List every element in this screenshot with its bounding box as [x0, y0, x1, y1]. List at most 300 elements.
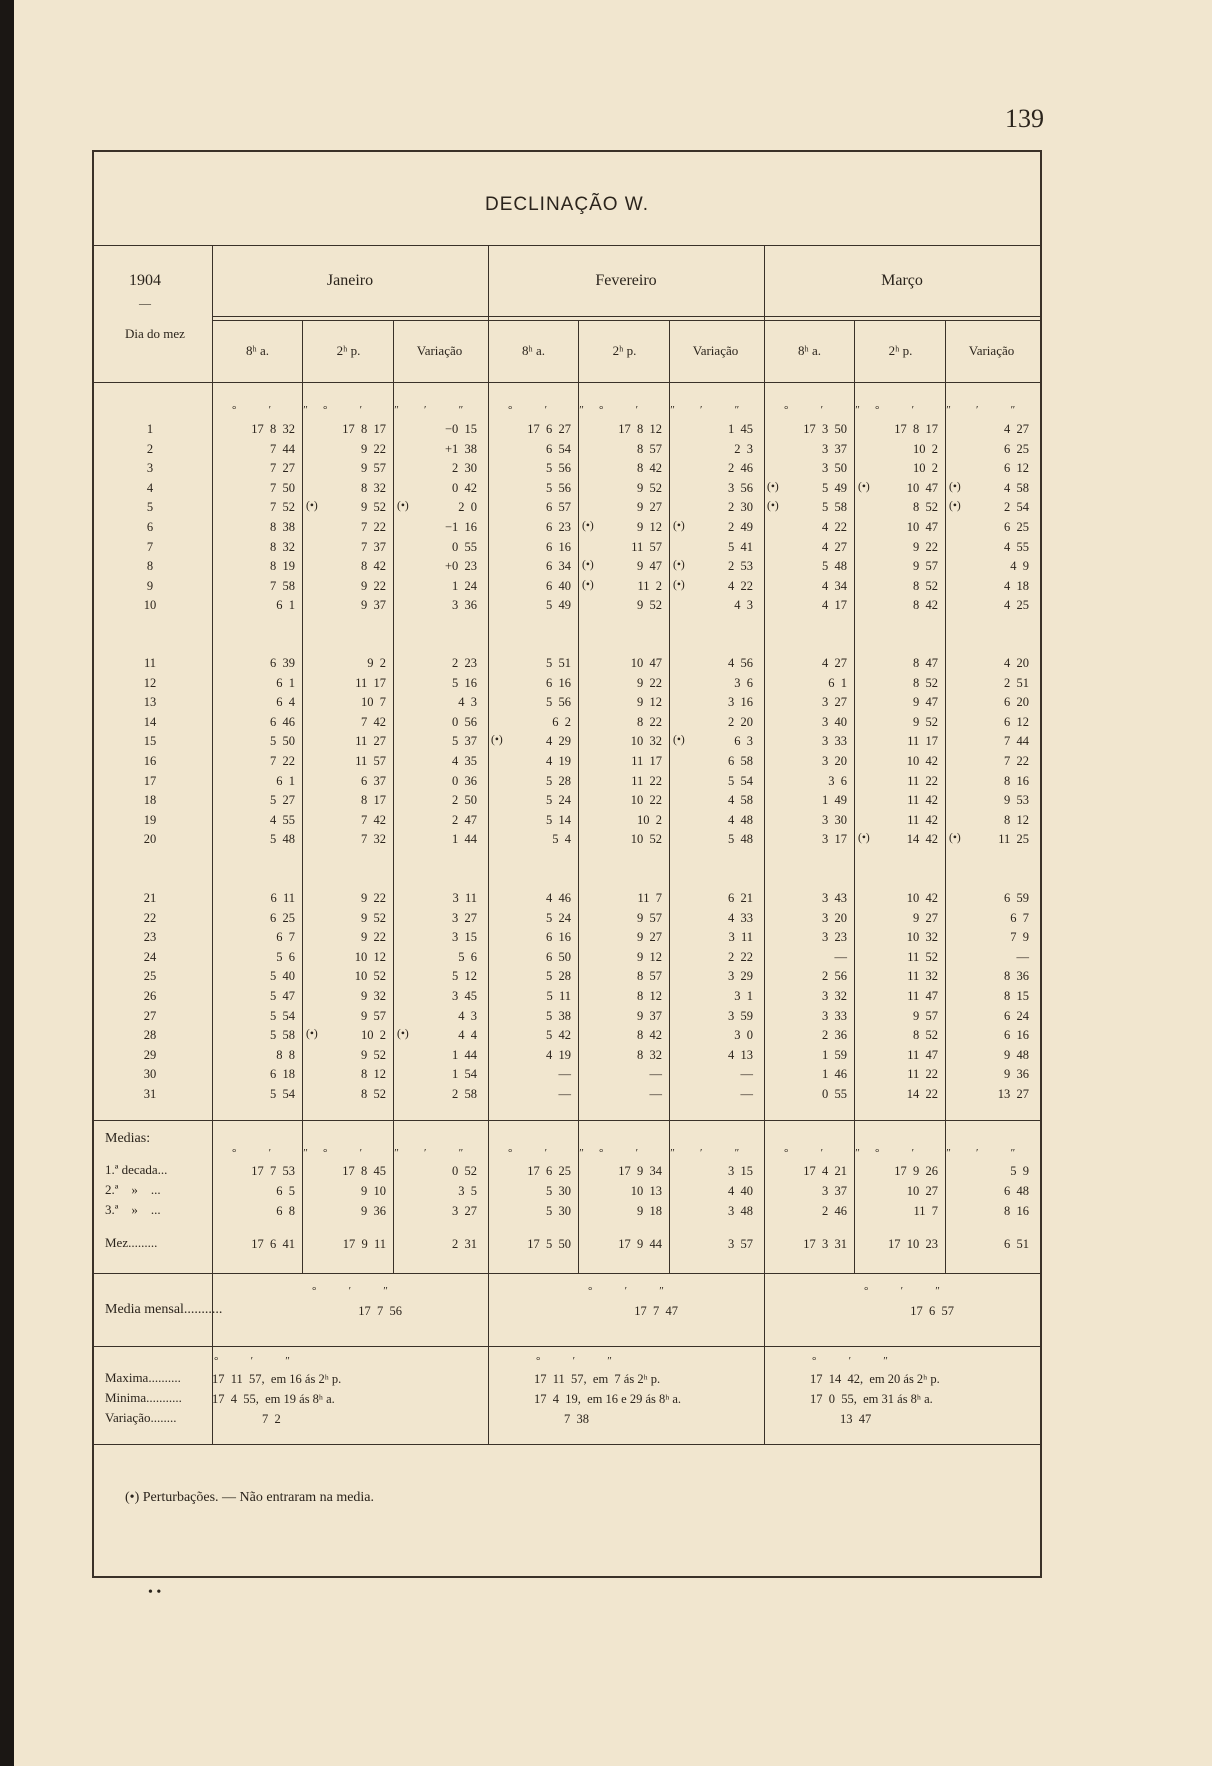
cell-fevereiro-8h: 6 16	[546, 930, 571, 945]
cell-janeiro-8h: 5 50	[270, 734, 295, 749]
cell-fevereiro-8h: 6 16	[546, 539, 571, 554]
cell-fevereiro-var: 2 46	[728, 461, 753, 476]
perturbation-mark: (•)	[858, 832, 870, 845]
day-number: 28	[143, 1028, 157, 1043]
decade-1-fevereiro: 17 9 34	[618, 1164, 662, 1178]
cell-fevereiro-var: 3 59	[728, 1008, 753, 1023]
cell-janeiro-8h: 7 52	[270, 500, 295, 515]
unit-mark-mensal: ° ′ ″	[312, 1285, 394, 1297]
mez-janeiro: 2 31	[452, 1237, 477, 1251]
cell-janeiro-8h: 7 58	[270, 578, 295, 593]
cell-janeiro-var: 2 23	[452, 656, 477, 670]
cell-marco-var: 6 25	[1004, 441, 1029, 456]
cell-marco-2h: 10 2	[913, 441, 938, 456]
cell-marco-8h: 4 27	[822, 539, 847, 554]
perturbation-mark: (•)	[582, 520, 594, 532]
medias-label: Medias:	[105, 1131, 151, 1146]
maxima-janeiro: 17 11 57, em 16 ás 2ʰ p.	[212, 1372, 342, 1386]
day-number: 24	[143, 949, 157, 964]
cell-janeiro-var: 0 36	[452, 773, 477, 788]
media-mensal-fevereiro: 17 7 47	[634, 1304, 678, 1318]
cell-fevereiro-2h: 11 17	[631, 754, 662, 768]
cell-fevereiro-var: —	[740, 1087, 753, 1101]
cell-marco-var: 4 27	[1004, 422, 1029, 436]
cell-marco-var: 9 36	[1004, 1067, 1029, 1082]
cell-janeiro-var: 2 50	[452, 793, 477, 808]
cell-janeiro-var: 4 35	[452, 754, 477, 768]
cell-fevereiro-8h: 5 56	[546, 480, 571, 495]
day-number: 25	[143, 969, 157, 984]
cell-marco-8h: 3 20	[822, 754, 847, 768]
decade-2-janeiro: 3 5	[458, 1184, 477, 1198]
cell-janeiro-var: −0 15	[444, 422, 477, 436]
unit-mark-var-janeiro: ′ ″	[424, 404, 470, 416]
perturbation-mark: (•)	[673, 520, 685, 532]
cell-janeiro-var: 3 15	[452, 930, 477, 945]
cell-janeiro-var: 2 0	[458, 500, 477, 515]
cell-fevereiro-8h: 5 49	[546, 598, 571, 613]
cell-marco-var: 4 18	[1004, 578, 1029, 593]
day-number: 26	[143, 989, 157, 1003]
subheader-marco-1: 8ʰ a.	[798, 343, 821, 358]
cell-fevereiro-var: 3 56	[728, 480, 753, 495]
perturbation-mark: (•)	[949, 832, 961, 845]
cell-marco-8h: 1 59	[822, 1047, 847, 1062]
rule-above-medias	[92, 1120, 1042, 1121]
cell-fevereiro-8h: 6 54	[546, 441, 571, 456]
cell-fevereiro-var: 5 41	[728, 539, 753, 554]
cell-marco-var: 7 9	[1010, 930, 1029, 945]
cell-marco-var: 2 54	[1004, 500, 1029, 515]
cell-janeiro-8h: 7 22	[270, 754, 295, 768]
unit-mark-extremes: ° ′ ″	[536, 1355, 618, 1367]
subheader-fevereiro-3: Variação	[692, 343, 739, 358]
cell-fevereiro-8h: 17 6 27	[527, 422, 571, 436]
cell-janeiro-8h: 6 11	[270, 891, 295, 905]
cell-marco-8h: 3 40	[822, 714, 847, 729]
cell-fevereiro-2h: 8 42	[637, 461, 662, 476]
cell-janeiro-2h: 9 37	[361, 598, 386, 613]
cell-marco-2h: 8 52	[913, 1028, 938, 1043]
cell-janeiro-var: 1 54	[452, 1067, 477, 1082]
cell-janeiro-var: +1 38	[444, 441, 477, 456]
cell-fevereiro-2h: 9 12	[637, 695, 662, 710]
decade-1-marco: 17 9 26	[894, 1164, 938, 1178]
perturbation-mark: (•)	[306, 1028, 318, 1041]
unit-mark-extremes: ° ′ ″	[812, 1355, 894, 1367]
day-number: 21	[143, 891, 157, 905]
cell-janeiro-var: 3 36	[452, 598, 477, 613]
unit-mark-8h-janeiro: ° ′ ″	[232, 404, 314, 416]
rule-above-media-mensal	[92, 1273, 1042, 1274]
cell-marco-2h: 10 47	[906, 520, 938, 534]
cell-janeiro-2h: 9 22	[361, 930, 386, 945]
variacao-marco: 13 47	[840, 1412, 872, 1426]
subheader-janeiro-2: 2ʰ p.	[336, 343, 361, 358]
cell-marco-2h: 10 47	[906, 480, 938, 495]
stray-marks: • •	[148, 1585, 162, 1600]
day-number: 14	[143, 714, 157, 729]
cell-fevereiro-2h: 9 52	[637, 480, 662, 495]
perturbation-mark: (•)	[673, 578, 685, 591]
cell-janeiro-8h: 8 38	[270, 520, 295, 534]
cell-fevereiro-var: 4 3	[734, 598, 753, 613]
cell-marco-2h: 17 8 17	[894, 422, 938, 436]
unit-mark-medias-8h: ° ′ ″	[508, 1147, 590, 1159]
rule-under-months-double	[212, 320, 1042, 321]
perturbation-mark: (•)	[491, 734, 503, 747]
cell-marco-8h: 1 49	[822, 793, 847, 808]
day-number: 11	[143, 656, 157, 670]
cell-marco-var: 4 58	[1004, 480, 1029, 495]
cell-marco-var: —	[1016, 949, 1029, 964]
cell-janeiro-2h: 8 32	[361, 480, 386, 495]
cell-janeiro-2h: 11 57	[355, 754, 386, 768]
cell-marco-var: 4 25	[1004, 598, 1029, 613]
cell-fevereiro-2h: 9 52	[637, 598, 662, 613]
cell-marco-var: 6 16	[1004, 1028, 1029, 1043]
cell-fevereiro-2h: 11 22	[631, 773, 662, 788]
cell-janeiro-var: 2 58	[452, 1087, 477, 1101]
decade-3-janeiro: 6 8	[276, 1204, 295, 1218]
cell-marco-var: 13 27	[997, 1087, 1029, 1101]
decade-1-marco: 5 9	[1010, 1164, 1029, 1178]
month-header-janeiro: Janeiro	[326, 272, 374, 289]
cell-marco-8h: 4 27	[822, 656, 847, 670]
cell-fevereiro-var: 3 0	[734, 1028, 753, 1043]
cell-janeiro-8h: 5 6	[276, 949, 295, 964]
cell-janeiro-8h: 7 44	[270, 441, 295, 456]
day-number: 20	[143, 832, 157, 847]
cell-fevereiro-2h: 9 47	[637, 559, 662, 574]
cell-janeiro-2h: 7 22	[361, 520, 386, 534]
cell-fevereiro-2h: 11 2	[637, 578, 662, 593]
cell-janeiro-8h: 7 50	[270, 480, 295, 495]
cell-janeiro-8h: 8 8	[276, 1047, 295, 1062]
cell-fevereiro-2h: 8 42	[637, 1028, 662, 1043]
page-number: 139	[1005, 104, 1044, 133]
perturbation-mark: (•)	[397, 500, 409, 513]
cell-fevereiro-2h: 9 27	[637, 930, 662, 945]
day-number: 1	[146, 422, 154, 436]
mez-fevereiro: 17 9 44	[618, 1237, 662, 1251]
decade-3-fevereiro: 9 18	[637, 1204, 662, 1218]
cell-janeiro-2h: 10 52	[354, 969, 386, 984]
day-number: 10	[143, 598, 157, 613]
maxima-fevereiro: 17 11 57, em 7 ás 2ʰ p.	[534, 1372, 661, 1386]
decade-1-marco: 17 4 21	[803, 1164, 847, 1178]
cell-marco-2h: 11 42	[907, 812, 938, 827]
cell-marco-2h: 11 42	[907, 793, 938, 808]
unit-mark-medias-2h: ° ′ ″	[323, 1147, 405, 1159]
decade-label-3: 3.ª » ...	[105, 1202, 161, 1217]
cell-fevereiro-2h: 17 8 12	[618, 422, 662, 436]
decade-1-fevereiro: 17 6 25	[527, 1164, 571, 1178]
cell-janeiro-8h: 6 46	[270, 714, 295, 729]
cell-fevereiro-2h: 9 37	[637, 1008, 662, 1023]
cell-janeiro-2h: 8 52	[361, 1087, 386, 1101]
day-number: 5	[146, 500, 154, 515]
cell-fevereiro-2h: 8 12	[637, 989, 662, 1003]
cell-marco-var: 8 12	[1004, 812, 1029, 827]
cell-marco-8h: 2 36	[822, 1028, 847, 1043]
decade-2-fevereiro: 10 13	[630, 1184, 662, 1198]
perturbation-mark: (•)	[582, 559, 594, 572]
day-column-label: Dia do mez	[125, 326, 185, 341]
unit-mark-var-marco: ′ ″	[976, 404, 1022, 416]
cell-janeiro-var: 4 3	[458, 1008, 477, 1023]
perturbation-mark: (•)	[858, 480, 870, 493]
decade-1-janeiro: 17 7 53	[251, 1164, 295, 1178]
decade-1-janeiro: 0 52	[452, 1164, 477, 1178]
unit-mark-medias-var: ′ ″	[700, 1147, 746, 1159]
decade-2-marco: 10 27	[906, 1184, 938, 1198]
cell-marco-2h: 10 42	[906, 754, 938, 768]
cell-janeiro-2h: 9 57	[361, 461, 386, 476]
cell-marco-2h: 9 22	[913, 539, 938, 554]
cell-fevereiro-8h: 6 40	[546, 578, 571, 593]
cell-fevereiro-var: 3 11	[728, 930, 753, 945]
cell-marco-8h: 5 49	[822, 480, 847, 495]
decade-3-marco: 11 7	[913, 1204, 938, 1218]
cell-fevereiro-var: 4 56	[728, 656, 753, 670]
cell-fevereiro-8h: 5 24	[546, 910, 571, 925]
cell-fevereiro-var: 3 29	[728, 969, 753, 984]
media-mensal-janeiro: 17 7 56	[358, 1304, 402, 1318]
perturbation-mark: (•)	[949, 480, 961, 493]
cell-fevereiro-var: 2 30	[728, 500, 753, 515]
cell-janeiro-var: 2 30	[452, 461, 477, 476]
rule-above-extremes	[92, 1346, 1042, 1347]
perturbation-mark: (•)	[767, 480, 779, 493]
cell-fevereiro-2h: 11 57	[631, 539, 662, 554]
cell-fevereiro-2h: 9 12	[637, 520, 662, 534]
cell-janeiro-2h: 8 12	[361, 1067, 386, 1082]
cell-marco-var: 9 48	[1004, 1047, 1029, 1062]
cell-janeiro-var: 0 56	[452, 714, 477, 729]
cell-fevereiro-8h: 6 57	[546, 500, 571, 515]
cell-janeiro-var: 2 47	[452, 812, 477, 827]
cell-marco-8h: 6 1	[828, 675, 847, 690]
cell-fevereiro-2h: —	[649, 1067, 662, 1082]
cell-marco-var: 6 24	[1004, 1008, 1029, 1023]
cell-janeiro-2h: 7 32	[361, 832, 386, 847]
unit-mark-8h-fevereiro: ° ′ ″	[508, 404, 590, 416]
cell-janeiro-2h: 9 32	[361, 989, 386, 1003]
cell-janeiro-2h: 9 22	[361, 578, 386, 593]
decade-2-janeiro: 6 5	[276, 1184, 295, 1198]
month-header-marco: Março	[881, 272, 923, 289]
mez-label: Mez.........	[105, 1235, 158, 1250]
cell-marco-8h: 3 20	[822, 910, 847, 925]
cell-fevereiro-2h: 10 47	[630, 656, 662, 670]
variacao-janeiro: 7 2	[262, 1412, 281, 1426]
cell-fevereiro-var: 3 1	[734, 989, 753, 1003]
cell-janeiro-var: 3 11	[452, 891, 477, 905]
day-number: 3	[146, 461, 154, 476]
unit-mark-medias-2h: ° ′ ″	[599, 1147, 681, 1159]
cell-marco-2h: 11 22	[907, 773, 938, 788]
maxima-label: Maxima..........	[105, 1370, 181, 1385]
cell-fevereiro-2h: 8 57	[637, 969, 662, 984]
day-number: 23	[143, 930, 157, 945]
cell-marco-8h: 3 50	[822, 461, 847, 476]
unit-mark-medias-8h: ° ′ ″	[232, 1147, 314, 1159]
cell-marco-var: 4 9	[1010, 559, 1029, 574]
cell-janeiro-2h: 8 42	[361, 559, 386, 574]
day-number: 8	[146, 559, 154, 574]
cell-marco-8h: 0 55	[822, 1087, 847, 1101]
cell-janeiro-2h: 9 22	[361, 441, 386, 456]
table-title: DECLINAÇÃO W.	[485, 194, 649, 215]
cell-janeiro-8h: 5 47	[270, 989, 295, 1003]
cell-fevereiro-var: 6 21	[728, 891, 753, 905]
cell-janeiro-var: 5 16	[452, 675, 477, 690]
cell-marco-var: 6 59	[1004, 891, 1029, 905]
day-number: 29	[143, 1047, 157, 1062]
cell-fevereiro-8h: 5 42	[546, 1028, 571, 1043]
cell-fevereiro-2h: 11 7	[637, 891, 662, 905]
cell-marco-var: 8 15	[1004, 989, 1029, 1003]
cell-fevereiro-8h: 6 50	[546, 949, 571, 964]
cell-fevereiro-8h: 6 16	[546, 675, 571, 690]
perturbation-mark: (•)	[949, 500, 961, 513]
cell-fevereiro-var: —	[740, 1067, 753, 1082]
cell-fevereiro-2h: 9 12	[637, 949, 662, 964]
cell-janeiro-2h: 8 17	[361, 793, 386, 808]
variacao-fevereiro: 7 38	[564, 1412, 589, 1426]
cell-janeiro-8h: 6 1	[276, 773, 295, 788]
cell-janeiro-2h: 7 42	[361, 812, 386, 827]
cell-fevereiro-8h: 5 56	[546, 461, 571, 476]
cell-marco-2h: 11 47	[907, 989, 938, 1003]
subheader-janeiro-1: 8ʰ a.	[246, 343, 269, 358]
cell-marco-var: 9 53	[1004, 793, 1029, 808]
cell-janeiro-var: 4 3	[458, 695, 477, 710]
mez-marco: 6 51	[1004, 1237, 1029, 1251]
cell-janeiro-2h: 7 37	[361, 539, 386, 554]
minima-marco: 17 0 55, em 31 ás 8ʰ a.	[810, 1392, 933, 1406]
cell-marco-var: 6 7	[1010, 910, 1029, 925]
cell-fevereiro-2h: 10 2	[637, 812, 662, 827]
month-header-fevereiro: Fevereiro	[595, 272, 657, 289]
cell-fevereiro-var: 3 16	[728, 695, 753, 710]
mez-marco: 17 3 31	[803, 1237, 847, 1251]
unit-mark-medias-var: ′ ″	[424, 1147, 470, 1159]
day-number: 27	[143, 1008, 157, 1023]
cell-marco-8h: 17 3 50	[803, 422, 847, 436]
cell-fevereiro-var: 1 45	[728, 422, 753, 436]
cell-janeiro-2h: 6 37	[361, 773, 386, 788]
cell-janeiro-2h: 9 22	[361, 891, 386, 905]
cell-marco-8h: 3 43	[822, 891, 847, 905]
cell-marco-var: 8 36	[1004, 969, 1029, 984]
minima-janeiro: 17 4 55, em 19 ás 8ʰ a.	[212, 1392, 335, 1406]
rule-under-subheaders	[92, 382, 1042, 383]
cell-marco-2h: 11 47	[907, 1047, 938, 1062]
unit-mark-var-fevereiro: ′ ″	[700, 404, 746, 416]
cell-janeiro-8h: 8 32	[270, 539, 295, 554]
cell-marco-8h: —	[834, 949, 847, 964]
cell-fevereiro-8h: 4 19	[546, 754, 571, 768]
cell-janeiro-var: 4 4	[458, 1028, 477, 1043]
minima-label: Minima...........	[105, 1390, 182, 1405]
year-dash: —	[139, 296, 151, 310]
cell-janeiro-2h: 11 17	[355, 675, 386, 690]
decade-2-marco: 6 48	[1004, 1184, 1029, 1198]
cell-janeiro-8h: 7 27	[270, 461, 295, 476]
cell-janeiro-var: 5 37	[452, 734, 477, 749]
cell-janeiro-var: 1 44	[452, 1047, 477, 1062]
mez-marco: 17 10 23	[888, 1237, 938, 1251]
decade-3-marco: 8 16	[1004, 1204, 1029, 1218]
day-number: 9	[146, 578, 154, 593]
day-number: 19	[143, 812, 157, 827]
cell-fevereiro-8h: 5 56	[546, 695, 571, 710]
cell-marco-8h: 1 46	[822, 1067, 847, 1082]
cell-janeiro-8h: 5 54	[270, 1087, 295, 1101]
cell-marco-2h: 8 47	[913, 656, 938, 670]
cell-fevereiro-var: 5 54	[728, 773, 753, 788]
day-number: 6	[146, 520, 154, 534]
cell-fevereiro-2h: 8 22	[637, 714, 662, 729]
cell-janeiro-var: 3 45	[452, 989, 477, 1003]
mez-janeiro: 17 9 11	[342, 1237, 386, 1251]
cell-marco-2h: 8 42	[913, 598, 938, 613]
cell-fevereiro-var: 5 48	[728, 832, 753, 847]
cell-fevereiro-2h: 9 27	[637, 500, 662, 515]
cell-janeiro-8h: 5 54	[270, 1008, 295, 1023]
cell-fevereiro-8h: 5 38	[546, 1008, 571, 1023]
subheader-janeiro-3: Variação	[416, 343, 463, 358]
media-mensal-marco: 17 6 57	[910, 1304, 954, 1318]
cell-marco-var: 6 20	[1004, 695, 1029, 710]
day-number: 12	[143, 675, 157, 690]
mez-fevereiro: 17 5 50	[527, 1237, 571, 1251]
day-number: 30	[143, 1067, 157, 1082]
cell-janeiro-8h: 6 4	[276, 695, 295, 710]
cell-marco-2h: 8 52	[913, 675, 938, 690]
decade-1-janeiro: 17 8 45	[342, 1164, 386, 1178]
cell-fevereiro-var: 2 3	[734, 441, 753, 456]
cell-fevereiro-8h: —	[558, 1087, 571, 1101]
cell-marco-8h: 3 33	[822, 1008, 847, 1023]
cell-fevereiro-8h: 6 34	[546, 559, 571, 574]
cell-fevereiro-var: 4 33	[728, 910, 753, 925]
unit-mark-2h-fevereiro: ° ′ ″	[599, 404, 681, 416]
decade-1-fevereiro: 3 15	[728, 1164, 753, 1178]
decade-2-marco: 3 37	[822, 1184, 847, 1198]
cell-janeiro-2h: 9 52	[361, 1047, 386, 1062]
cell-marco-8h: 3 30	[822, 812, 847, 827]
cell-janeiro-8h: 8 19	[270, 559, 295, 574]
cell-marco-2h: 14 42	[906, 832, 938, 847]
cell-janeiro-var: 5 12	[452, 969, 477, 984]
cell-marco-2h: 9 57	[913, 559, 938, 574]
cell-fevereiro-8h: —	[558, 1067, 571, 1082]
cell-janeiro-var: −1 16	[444, 520, 477, 534]
cell-marco-8h: 3 33	[822, 734, 847, 749]
cell-janeiro-8h: 6 1	[276, 675, 295, 690]
cell-janeiro-8h: 6 39	[270, 656, 295, 670]
cell-fevereiro-2h: 8 32	[637, 1047, 662, 1062]
cell-janeiro-var: 0 42	[452, 480, 477, 495]
cell-janeiro-8h: 5 48	[270, 832, 295, 847]
footnote: (•) Perturbações. — Não entraram na media.	[125, 1490, 375, 1505]
cell-fevereiro-2h: —	[649, 1087, 662, 1101]
unit-mark-medias-2h: ° ′ ″	[875, 1147, 957, 1159]
unit-mark-2h-janeiro: ° ′ ″	[323, 404, 405, 416]
